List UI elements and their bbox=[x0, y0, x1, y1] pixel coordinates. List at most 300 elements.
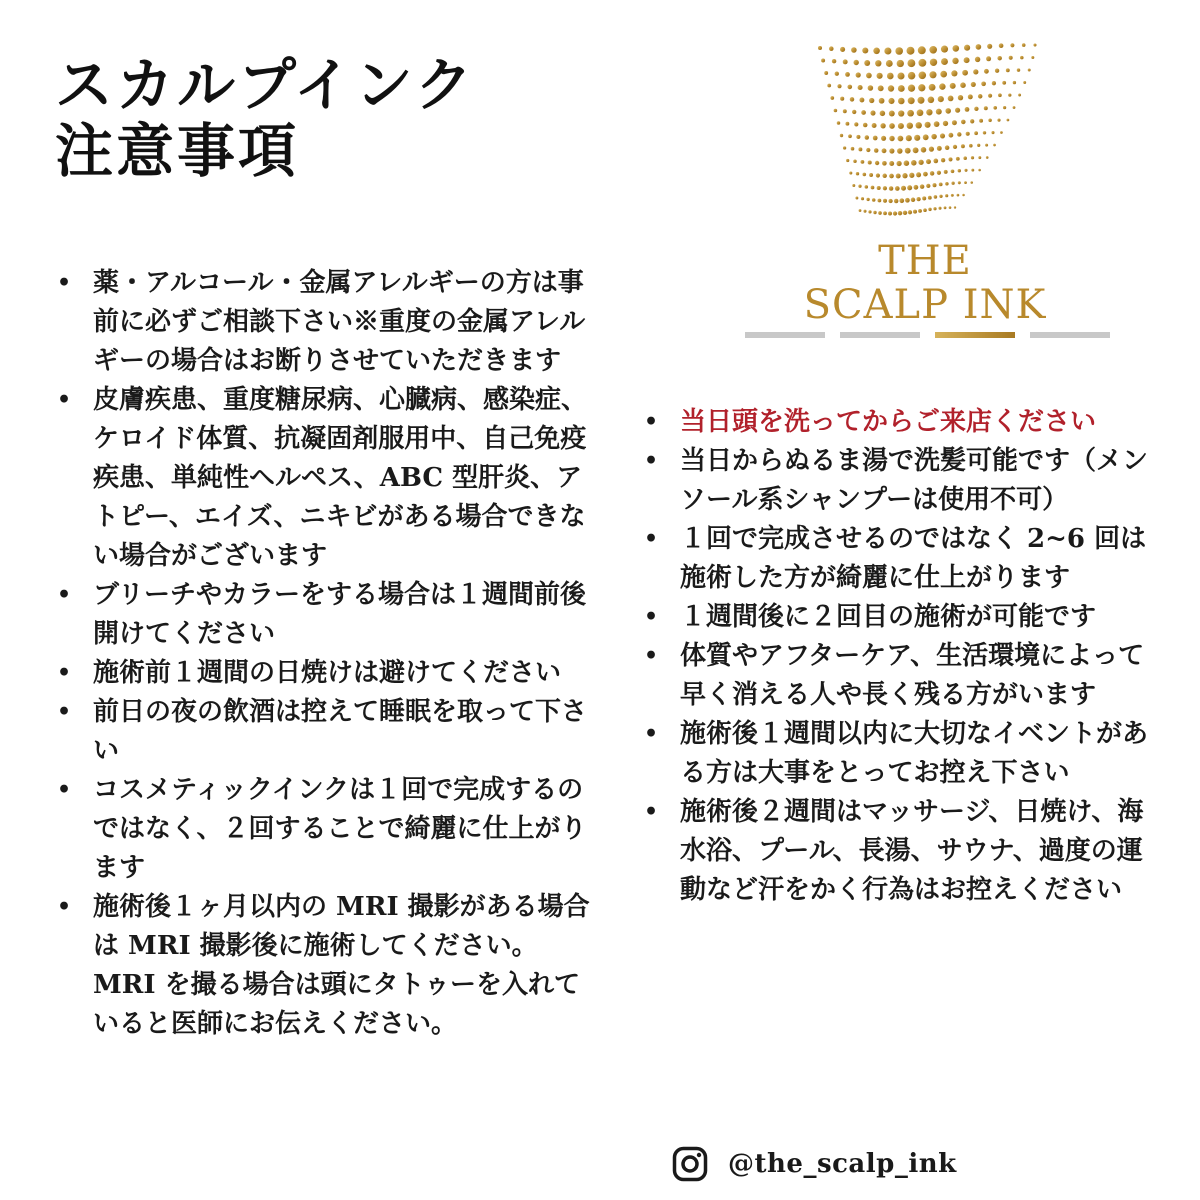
logo-dot bbox=[904, 160, 910, 166]
logo-dot bbox=[991, 131, 994, 134]
dot-pattern-logo-icon bbox=[810, 40, 1040, 220]
logo-dot bbox=[888, 211, 892, 215]
logo-dot bbox=[984, 106, 988, 110]
logo-dot bbox=[1008, 93, 1011, 96]
logo-dot bbox=[918, 209, 922, 213]
logo-dot bbox=[949, 206, 952, 209]
logo-dot bbox=[928, 208, 931, 211]
logo-dot bbox=[888, 85, 894, 91]
logo-dot bbox=[931, 134, 937, 140]
list-item: • １回で完成させるのではなく 2~6 回は施術した方が綺麗に仕上がります bbox=[642, 520, 1152, 598]
logo-dot bbox=[928, 196, 932, 200]
logo-dot bbox=[937, 146, 942, 151]
logo-dot bbox=[830, 96, 834, 100]
logo-dot bbox=[908, 210, 912, 214]
logo-dot bbox=[911, 198, 916, 203]
logo-dot bbox=[858, 85, 863, 90]
logo-dot bbox=[934, 195, 938, 199]
logo-dot bbox=[851, 47, 857, 53]
logo-dot bbox=[864, 60, 870, 66]
logo-dot bbox=[863, 123, 868, 128]
logo-dot bbox=[929, 46, 937, 54]
logo-dot bbox=[914, 135, 920, 141]
logo-dot bbox=[907, 47, 915, 55]
list-item: • 施術後２週間はマッサージ、日焼け、海水浴、プール、長湯、サウナ、過度の運動など汗をかく行為はお控えください bbox=[642, 793, 1152, 910]
logo-dot bbox=[915, 122, 921, 128]
logo-dot bbox=[879, 98, 885, 104]
logo-dot bbox=[914, 185, 919, 190]
logo-dot bbox=[832, 59, 836, 63]
logo-dot bbox=[896, 161, 901, 166]
logo-dot bbox=[938, 207, 941, 210]
list-item: • ブリーチやカラーをする場合は１週間前後開けてください bbox=[55, 576, 595, 654]
logo-dot bbox=[948, 96, 954, 102]
logo-dot bbox=[948, 157, 952, 161]
logo-dot bbox=[971, 169, 974, 172]
logo-dot bbox=[862, 47, 868, 53]
logo-dot bbox=[913, 210, 917, 214]
logo-dot bbox=[903, 211, 907, 215]
brand-logo bbox=[740, 40, 1120, 345]
logo-dot bbox=[936, 109, 942, 115]
logo-dot bbox=[876, 173, 880, 177]
logo-dot bbox=[968, 94, 973, 99]
logo-dot bbox=[929, 71, 936, 78]
logo-dot bbox=[843, 59, 848, 64]
logo-dot bbox=[862, 173, 866, 177]
logo-dot bbox=[920, 184, 925, 189]
logo-dot bbox=[889, 174, 894, 179]
logo-dot bbox=[948, 133, 953, 138]
logo-dot bbox=[859, 209, 862, 212]
logo-dot bbox=[882, 148, 887, 153]
logo-dot bbox=[888, 98, 894, 104]
logo-dot bbox=[918, 160, 923, 165]
list-item: • 施術後１週間以内に大切なイベントがある方は大事をとってお控え下さい bbox=[642, 715, 1152, 793]
logo-dot bbox=[874, 148, 879, 153]
logo-dot bbox=[858, 147, 862, 151]
logo-dot bbox=[873, 211, 876, 214]
logo-dot bbox=[872, 123, 877, 128]
logo-dot bbox=[1028, 68, 1031, 71]
brand-name-line-1: THE bbox=[878, 238, 972, 284]
logo-dot bbox=[897, 60, 904, 67]
logo-dot bbox=[829, 46, 834, 51]
logo-dot bbox=[907, 110, 914, 117]
logo-dot bbox=[877, 73, 883, 79]
logo-dot bbox=[895, 186, 900, 191]
logo-dot bbox=[868, 210, 871, 213]
logo-dot bbox=[853, 159, 857, 163]
logo-dot bbox=[868, 85, 874, 91]
logo-dot bbox=[1007, 119, 1010, 122]
logo-dot bbox=[843, 109, 847, 113]
logo-dot bbox=[882, 174, 886, 178]
list-item: • 体質やアフターケア、生活環境によって早く消える人や長く残る方がいます bbox=[642, 637, 1152, 715]
logo-dot bbox=[918, 84, 925, 91]
logo-dot bbox=[918, 59, 926, 67]
logo-dot bbox=[871, 186, 875, 190]
logo-dot bbox=[945, 182, 949, 186]
logo-dot bbox=[901, 186, 906, 191]
logo-dot bbox=[865, 185, 869, 189]
logo-dot bbox=[898, 110, 904, 116]
logo-dot bbox=[962, 194, 965, 197]
logo-dot bbox=[983, 131, 986, 134]
logo-dot bbox=[961, 120, 966, 125]
logo-dot bbox=[872, 198, 876, 202]
logo-dot bbox=[858, 185, 861, 188]
logo-dot bbox=[986, 56, 991, 61]
social-handle-text[interactable]: @the_scalp_ink bbox=[728, 1149, 957, 1179]
logo-dot bbox=[840, 134, 843, 137]
logo-dot bbox=[908, 72, 916, 80]
logo-dot bbox=[897, 148, 903, 154]
logo-dot bbox=[992, 81, 996, 85]
logo-dot bbox=[944, 206, 947, 209]
logo-dot bbox=[887, 73, 894, 80]
logo-dot bbox=[965, 107, 970, 112]
logo-dot bbox=[889, 161, 894, 166]
logo-dot bbox=[993, 144, 996, 147]
logo-dot bbox=[974, 131, 978, 135]
logo-dot bbox=[845, 72, 850, 77]
list-item-highlight: • 当日頭を洗ってからご来店ください bbox=[642, 403, 1152, 442]
logo-dot bbox=[981, 81, 986, 86]
logo-dot bbox=[889, 136, 894, 141]
logo-dot bbox=[861, 160, 865, 164]
logo-dot bbox=[937, 171, 941, 175]
logo-dot bbox=[851, 147, 855, 151]
list-item: • コスメティックインクは１回で完成するのではなく、２回することで綺麗に仕上がります bbox=[55, 771, 595, 888]
logo-dot bbox=[999, 43, 1004, 48]
logo-dot bbox=[866, 198, 869, 201]
divider-bar bbox=[840, 332, 920, 338]
logo-dot bbox=[875, 161, 879, 165]
logo-dot bbox=[884, 47, 891, 54]
logo-dot bbox=[869, 98, 874, 103]
logo-dot bbox=[850, 97, 855, 102]
logo-dot bbox=[913, 147, 919, 153]
divider-bar bbox=[745, 332, 825, 338]
logo-dot bbox=[926, 159, 931, 164]
logo-dot bbox=[930, 171, 935, 176]
logo-dot bbox=[952, 45, 959, 52]
logo-dot bbox=[886, 60, 893, 67]
logo-dot bbox=[993, 106, 997, 110]
logo-dot bbox=[835, 72, 839, 76]
logo-dot bbox=[957, 194, 960, 197]
logo-dot bbox=[964, 45, 970, 51]
logo-dot bbox=[848, 134, 852, 138]
logo-dot bbox=[1031, 56, 1034, 59]
logo-dot bbox=[938, 96, 944, 102]
logo-dot bbox=[824, 71, 828, 75]
instagram-icon bbox=[672, 1146, 708, 1182]
logo-dot bbox=[908, 97, 915, 104]
page-title bbox=[55, 52, 476, 184]
logo-dot bbox=[870, 110, 875, 115]
logo-dot bbox=[998, 93, 1002, 97]
logo-dot bbox=[988, 94, 992, 98]
logo-dot bbox=[964, 181, 967, 184]
logo-dot bbox=[960, 82, 966, 88]
logo-dot bbox=[952, 58, 958, 64]
logo-dot bbox=[883, 211, 887, 215]
logo-dot bbox=[978, 94, 983, 99]
logo-dot bbox=[916, 197, 920, 201]
logo-dot bbox=[897, 72, 904, 79]
logo-dot bbox=[958, 169, 961, 172]
logo-dot bbox=[909, 173, 914, 178]
logo-dot bbox=[899, 198, 904, 203]
logo-dot bbox=[883, 186, 887, 190]
logo-dot bbox=[818, 46, 822, 50]
logo-dot bbox=[918, 46, 926, 54]
logo-dot bbox=[894, 199, 899, 204]
logo-dot bbox=[1010, 43, 1014, 47]
title-line-1: スカルプインク bbox=[55, 51, 476, 119]
logo-dot bbox=[895, 47, 903, 55]
logo-dot bbox=[917, 109, 924, 116]
logo-dot bbox=[861, 110, 866, 115]
list-item: • 当日からぬるま湯で洗髪可能です（メンソール系シャンプーは使用不可） bbox=[642, 442, 1152, 520]
logo-dot bbox=[905, 148, 911, 154]
logo-dot bbox=[917, 97, 924, 104]
precautions-list-right bbox=[642, 403, 1152, 910]
logo-dot bbox=[940, 133, 945, 138]
logo-dot bbox=[873, 136, 878, 141]
logo-dot bbox=[1022, 43, 1026, 47]
logo-dot bbox=[907, 185, 912, 190]
logo-dot bbox=[856, 135, 860, 139]
precautions-list-left bbox=[55, 264, 595, 1044]
logo-dot bbox=[1017, 68, 1020, 71]
logo-dot bbox=[966, 132, 970, 136]
logo-dot bbox=[997, 56, 1002, 61]
logo-dot bbox=[964, 57, 970, 63]
logo-dot bbox=[859, 98, 864, 103]
logo-dot bbox=[945, 194, 948, 197]
logo-dot bbox=[1018, 94, 1021, 97]
logo-dot bbox=[970, 181, 973, 184]
logo-dot bbox=[898, 123, 904, 129]
logo-dot bbox=[952, 120, 957, 125]
logo-dot bbox=[1033, 43, 1036, 46]
logo-dot bbox=[875, 60, 881, 66]
logo-dot bbox=[939, 183, 943, 187]
logo-dot bbox=[923, 172, 928, 177]
logo-dot bbox=[951, 70, 957, 76]
logo-dot bbox=[964, 169, 967, 172]
logo-dot bbox=[984, 69, 989, 74]
logo-dot bbox=[882, 161, 887, 166]
logo-dot bbox=[933, 159, 938, 164]
logo-dot bbox=[898, 136, 904, 142]
logo-dot bbox=[1006, 68, 1010, 72]
logo-dot bbox=[987, 44, 992, 49]
logo-dot bbox=[1020, 56, 1024, 60]
logo-dot bbox=[840, 47, 845, 52]
logo-dot bbox=[922, 196, 926, 200]
logo-dot bbox=[951, 182, 954, 185]
logo-dot bbox=[889, 123, 895, 129]
logo-dot bbox=[873, 48, 880, 55]
logo-dot bbox=[821, 59, 825, 63]
logo-dot bbox=[896, 173, 901, 178]
logo-dot bbox=[926, 109, 932, 115]
logo-dot bbox=[898, 98, 905, 105]
logo-dot bbox=[988, 119, 992, 123]
logo-dot bbox=[970, 119, 974, 123]
logo-dot bbox=[995, 69, 999, 73]
list-item: • １週間後に２回目の施術が可能です bbox=[642, 598, 1152, 637]
social-handle[interactable] bbox=[672, 1144, 957, 1184]
logo-dot bbox=[950, 83, 956, 89]
logo-dot bbox=[978, 156, 981, 159]
logo-dot bbox=[889, 111, 895, 117]
logo-dot bbox=[898, 211, 902, 215]
logo-dot bbox=[902, 173, 907, 178]
logo-dot bbox=[971, 156, 974, 159]
logo-dot bbox=[979, 119, 983, 123]
logo-dot bbox=[878, 85, 884, 91]
logo-dot bbox=[986, 156, 989, 159]
logo-dot bbox=[845, 122, 849, 126]
logo-dot bbox=[997, 119, 1000, 122]
logo-dot bbox=[955, 108, 960, 113]
logo-dot bbox=[934, 121, 940, 127]
list-item: • 施術前１週間の日焼けは避けてください bbox=[55, 654, 595, 693]
logo-dot bbox=[868, 160, 872, 164]
list-item: • 皮膚疾患、重度糖尿病、心臓病、感染症、ケロイド体質、抗凝固剤服用中、自己免疫疾患、単純性ヘルペス、ABC 型肝炎、アトピー、エイズ、ニキビがある場合できない場合がございます bbox=[55, 381, 595, 576]
logo-dot bbox=[928, 96, 935, 103]
logo-dot bbox=[1013, 81, 1016, 84]
logo-dot bbox=[941, 58, 948, 65]
logo-dot bbox=[908, 85, 915, 92]
logo-dot bbox=[951, 194, 954, 197]
logo-dot bbox=[958, 181, 961, 184]
logo-dot bbox=[974, 107, 978, 111]
logo-dot bbox=[969, 144, 973, 148]
list-item: • 前日の夜の飲酒は控えて睡眠を取って下さい bbox=[55, 693, 595, 771]
logo-dot bbox=[1009, 56, 1013, 60]
logo-dot bbox=[929, 84, 936, 91]
logo-dot bbox=[926, 184, 930, 188]
logo-dot bbox=[856, 72, 861, 77]
logo-dot bbox=[843, 146, 846, 149]
logo-dot bbox=[923, 134, 929, 140]
logo-dot bbox=[933, 207, 936, 210]
logo-dot bbox=[889, 148, 894, 153]
logo-dot bbox=[940, 71, 947, 78]
logo-dot bbox=[925, 122, 931, 128]
logo-dot bbox=[978, 169, 981, 172]
logo-dot bbox=[944, 170, 948, 174]
logo-dot bbox=[854, 122, 858, 126]
logo-dot bbox=[869, 173, 873, 177]
logo-dot bbox=[939, 83, 945, 89]
logo-dot bbox=[834, 109, 838, 113]
logo-dot bbox=[943, 121, 948, 126]
logo-dot bbox=[888, 199, 892, 203]
logo-dot bbox=[866, 148, 870, 152]
logo-dot bbox=[953, 145, 957, 149]
logo-dot bbox=[863, 210, 866, 213]
logo-dot bbox=[958, 95, 963, 100]
logo-dot bbox=[880, 111, 886, 117]
logo-dot bbox=[856, 172, 859, 175]
logo-dot bbox=[907, 59, 915, 67]
logo-dot bbox=[956, 157, 960, 161]
logo-dot bbox=[827, 84, 831, 88]
logo-dot bbox=[861, 197, 864, 200]
logo-dot bbox=[919, 72, 927, 80]
logo-dot bbox=[1023, 81, 1026, 84]
logo-dot bbox=[932, 183, 936, 187]
logo-dot bbox=[976, 44, 982, 50]
logo-dot bbox=[865, 135, 869, 139]
logo-dot bbox=[1003, 106, 1006, 109]
logo-dot bbox=[837, 121, 841, 125]
logo-dot bbox=[889, 186, 894, 191]
logo-dot bbox=[921, 147, 927, 153]
logo-dot bbox=[961, 144, 965, 148]
logo-dot bbox=[941, 46, 948, 53]
logo-dot bbox=[945, 145, 950, 150]
logo-dot bbox=[906, 135, 912, 141]
divider-bar bbox=[1030, 332, 1110, 338]
logo-dot bbox=[849, 171, 852, 174]
logo-dot bbox=[963, 156, 967, 160]
logo-dot bbox=[957, 132, 961, 136]
logo-dot bbox=[878, 211, 882, 215]
logo-dot bbox=[847, 85, 852, 90]
logo-dot bbox=[898, 85, 905, 92]
logo-dot bbox=[971, 82, 976, 87]
logo-dot bbox=[881, 136, 886, 141]
logo-dot bbox=[877, 186, 881, 190]
logo-dot bbox=[916, 172, 921, 177]
logo-dot bbox=[877, 199, 881, 203]
logo-dot bbox=[846, 159, 849, 162]
logo-dot bbox=[962, 70, 968, 76]
logo-dot bbox=[1000, 131, 1003, 134]
logo-dot bbox=[923, 208, 927, 212]
logo-dot bbox=[852, 110, 856, 114]
logo-dot bbox=[930, 59, 937, 66]
logo-dot bbox=[977, 144, 980, 147]
logo-dot bbox=[840, 97, 844, 101]
logo-dot bbox=[954, 206, 956, 208]
logo-dot bbox=[939, 195, 942, 198]
logo-dot bbox=[905, 198, 910, 203]
logo-dot bbox=[975, 57, 980, 62]
logo-dot bbox=[837, 84, 841, 88]
logo-dot bbox=[945, 108, 951, 114]
list-item: • 薬・アルコール・金属アレルギーの方は事前に必ずご相談下さい※重度の金属アレルギーの場合はお断りさせていただきます bbox=[55, 264, 595, 381]
brand-name-line-2: SCALP INK bbox=[803, 282, 1047, 328]
logo-dot bbox=[893, 211, 897, 215]
logo-dot bbox=[907, 122, 913, 128]
logo-dot bbox=[852, 184, 855, 187]
title-line-2: 注意事項 bbox=[55, 117, 300, 185]
logo-dot bbox=[880, 123, 885, 128]
logo-dot bbox=[866, 73, 872, 79]
logo-dot bbox=[855, 197, 858, 200]
logo-dot bbox=[985, 144, 988, 147]
logo-dot bbox=[929, 146, 934, 151]
